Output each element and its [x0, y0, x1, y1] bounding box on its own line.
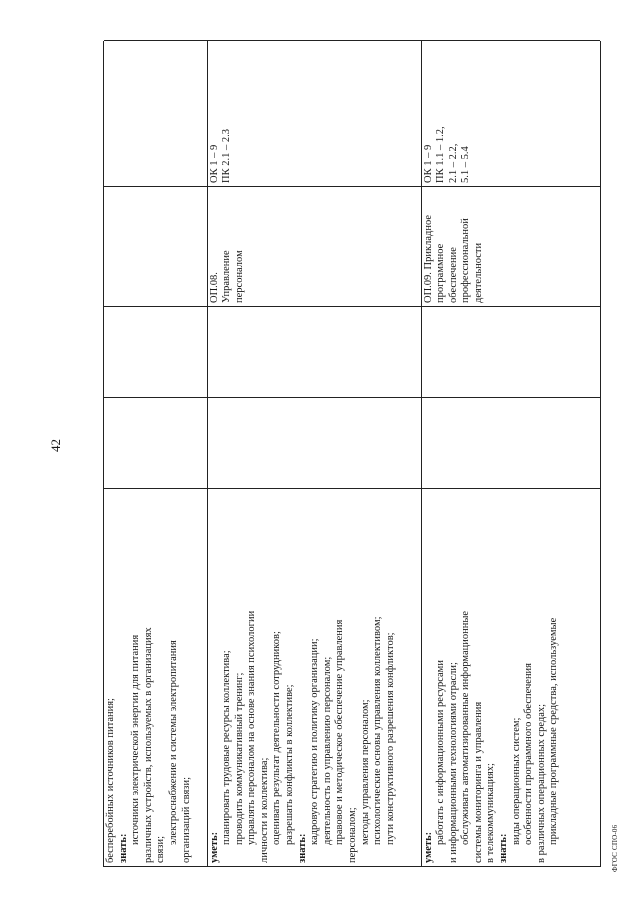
- content-line: работать с информационными ресурсами: [435, 660, 447, 845]
- content-line: планировать трудовые ресурсы коллектива;: [221, 650, 233, 845]
- section-heading: уметь:: [208, 831, 220, 863]
- hours-cell: [421, 398, 600, 489]
- content-line: в телекоммуникациях;: [485, 763, 497, 863]
- content-line: связи;: [155, 836, 167, 863]
- section-heading: уметь:: [422, 831, 434, 863]
- content-line: проводить коммуникативный тренинг;: [233, 672, 245, 845]
- competencies-text: ОК 1 – 9 ПК 2.1 – 2.3: [208, 129, 233, 183]
- section-heading: знать:: [498, 833, 510, 863]
- discipline-code-cell: [421, 187, 600, 307]
- competencies-text: ОК 1 – 9 ПК 1.1 – 1.2, 2.1 – 2.2, 5.1 – 5.4: [422, 126, 472, 183]
- content-line: и информационными технологиями отрасли;: [447, 662, 459, 863]
- content-line: в различных операционных средах;: [535, 703, 547, 863]
- content-line: оценивать результат деятельности сотрудников;: [271, 631, 283, 845]
- content-line: различных устройств, используемых в организациях: [142, 627, 154, 863]
- content-cell: [207, 489, 421, 867]
- hours-cell: [207, 307, 421, 398]
- discipline-code-cell: [207, 187, 421, 307]
- content-line: психологические основы управления коллективом;: [372, 616, 384, 845]
- content-line: электроснабжение и системы электропитания: [167, 640, 179, 845]
- discipline-code: ОП.08. Управление персоналом: [208, 250, 245, 303]
- content-line: методы управления персоналом;: [359, 699, 371, 845]
- hours-cell: [421, 307, 600, 398]
- content-line: деятельность по управлению персоналом;: [321, 656, 333, 845]
- hours-cell: [104, 398, 207, 489]
- hours-cell: [104, 307, 207, 398]
- footer-code: ФГОС СПО-06: [611, 824, 619, 872]
- content-line: бесперебойных источников питания;: [105, 698, 116, 863]
- content-cell: [421, 489, 600, 867]
- discipline-code: ОП.09. Прикладное программное обеспечение профессиональной деятельности: [422, 215, 484, 303]
- content-lines: [209, 492, 398, 863]
- content-line: пути конструктивного разрешения конфликтов;: [384, 632, 396, 845]
- competencies-cell: [421, 41, 600, 187]
- content-line: особенности программного обеспечения: [523, 662, 535, 845]
- competencies-cell: [104, 41, 207, 187]
- content-line: разрешать конфликты в коллективе;: [284, 684, 296, 845]
- content-line: виды операционных систем;: [510, 717, 522, 845]
- section-heading: знать:: [296, 833, 308, 863]
- content-line: прикладные программные средства, используемые: [548, 617, 560, 845]
- table-row: [104, 41, 207, 867]
- hours-cell: [207, 398, 421, 489]
- content-line: источники электрической энергии для питания: [130, 634, 142, 845]
- content-line: управлять персоналом на основе знания психологии: [246, 610, 258, 845]
- page-number: 42: [48, 439, 63, 452]
- content-lines: [423, 492, 562, 863]
- table-row: [421, 41, 600, 867]
- content-lines: [105, 492, 193, 863]
- content-line: системы мониторинга и управления: [472, 701, 484, 863]
- content-line: организаций связи;: [180, 777, 192, 863]
- content-line: персоналом;: [347, 807, 359, 863]
- section-heading: знать:: [117, 833, 129, 863]
- discipline-code-cell: [104, 187, 207, 307]
- content-line: обслуживать автоматизированные информационные: [460, 610, 472, 845]
- curriculum-table: [104, 40, 600, 867]
- content-cell: [104, 489, 207, 867]
- content-line: личности и коллектива;: [258, 757, 270, 863]
- competencies-cell: [207, 41, 421, 187]
- content-line: кадровую стратегию и политику организации;: [309, 638, 321, 845]
- rotated-table-wrapper: [104, 41, 600, 867]
- table-row: [207, 41, 421, 867]
- content-line: правовое и методическое обеспечение управления: [334, 619, 346, 845]
